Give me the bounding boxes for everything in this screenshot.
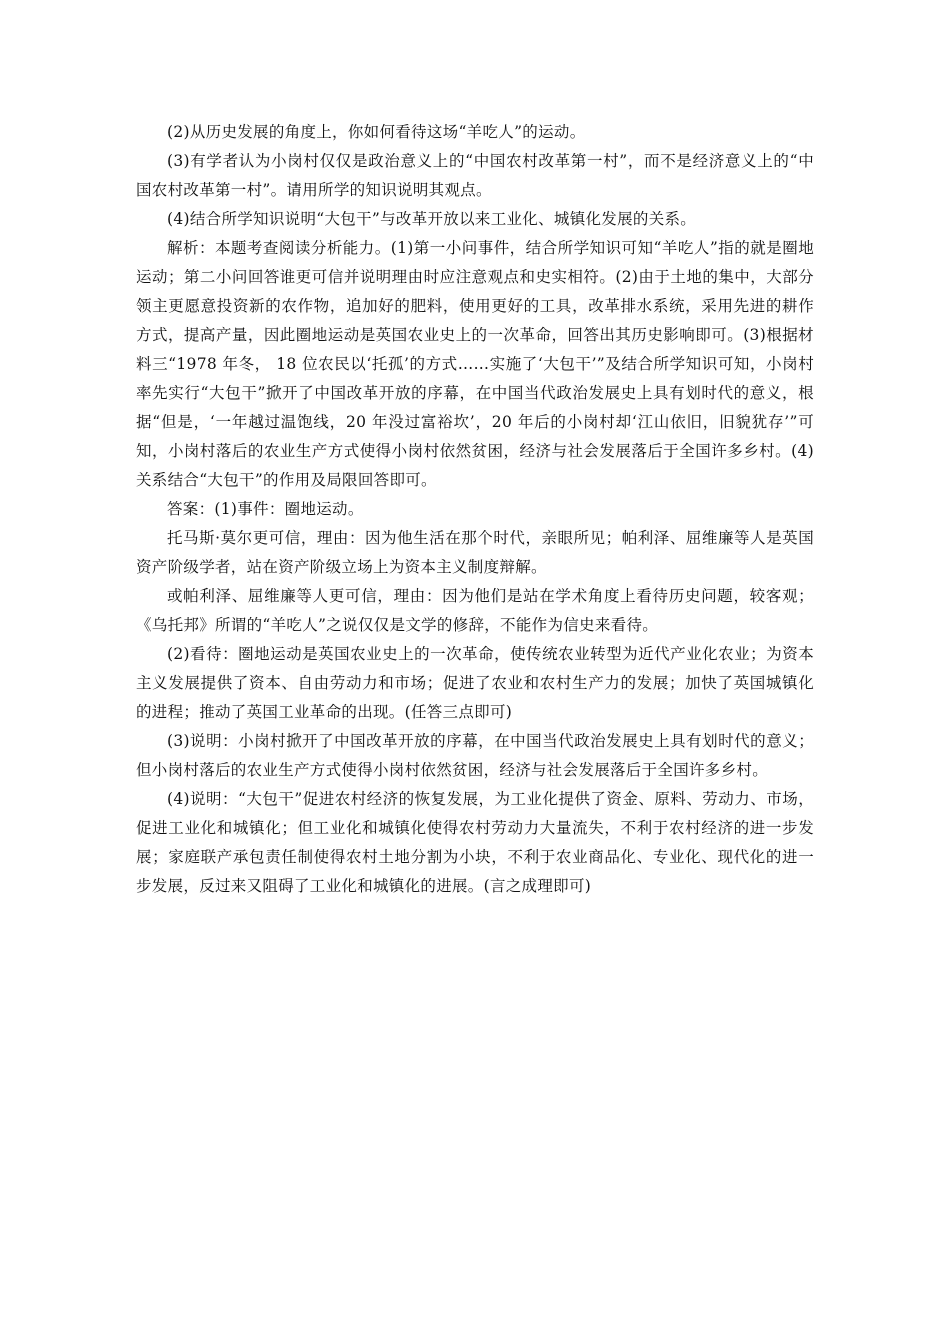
answer-2: (2)看待：圈地运动是英国农业史上的一次革命，使传统农业转型为近代产业化农业；为资本主义发展提供了资本、自由劳动力和市场；促进了农业和农村生产力的发展；加快了英国城镇化的进程；推动了英国工业革命的出现。(任答三点即可) [136, 645, 814, 721]
question-3: (3)有学者认为小岗村仅仅是政治意义上的“中国农村改革第一村”，而不是经济意义上的“中国农村改革第一村”。请用所学的知识说明其观点。 [136, 152, 814, 199]
question-4: (4)结合所学知识说明“大包干”与改革开放以来工业化、城镇化发展的关系。 [167, 210, 697, 228]
answer-1-more: 托马斯·莫尔更可信，理由：因为他生活在那个时代，亲眼所见；帕利泽、屈维廉等人是英国资产阶级学者，站在资产阶级立场上为资本主义制度辩解。 [136, 529, 814, 576]
answer-4: (4)说明：“大包干”促进农村经济的恢复发展，为工业化提供了资金、原料、劳动力、市场，促进工业化和城镇化；但工业化和城镇化使得农村劳动力大量流失，不利于农村经济的进一步发展；家庭联产承包责任制使得农村土地分割为小块，不利于农业商品化、专业化、现代化的进一步发展，反过来又阻碍了工业化和城镇化的进展。(言之成理即可) [136, 790, 814, 895]
document-page [136, 118, 814, 901]
answer-1-alternative: 或帕利泽、屈维廉等人更可信，理由：因为他们是站在学术角度上看待历史问题，较客观；《乌托邦》所谓的“羊吃人”之说仅仅是文学的修辞，不能作为信史来看待。 [136, 587, 814, 634]
analysis-paragraph: 解析：本题考查阅读分析能力。(1)第一小问事件，结合所学知识可知“羊吃人”指的就是圈地运动；第二小问回答谁更可信并说明理由时应注意观点和史实相符。(2)由于土地的集中，大部分领主更愿意投资新的农作物，追加好的肥料，使用更好的工具，改革排水系统，采用先进的耕作方式，提高产量，因此圈地运动是英国农业史上的一次革命，回答出其历史影响即可。(3)根据材料三“1978 年冬， 18 位农民以‘托孤’的方式……实施了‘大包干’”及结合所学知识可知，小岗村率先实行“大包干”掀开了中国改革开放的序幕，在中国当代政治发展史上具有划时代的意义，根据“但是，‘一年越过温饱线，20 年没过富裕坎’，20 年后的小岗村却‘江山依旧，旧貌犹存’”可知，小岗村落后的农业生产方式使得小岗村依然贫困，经济与社会发展落后于全国许多乡村。(4)关系结合“大包干”的作用及局限回答即可。 [136, 239, 814, 489]
answer-3: (3)说明：小岗村掀开了中国改革开放的序幕，在中国当代政治发展史上具有划时代的意义；但小岗村落后的农业生产方式使得小岗村依然贫困，经济与社会发展落后于全国许多乡村。 [136, 732, 814, 779]
answer-1-event: 答案：(1)事件：圈地运动。 [167, 500, 364, 518]
question-2: (2)从历史发展的角度上，你如何看待这场“羊吃人”的运动。 [167, 123, 586, 141]
